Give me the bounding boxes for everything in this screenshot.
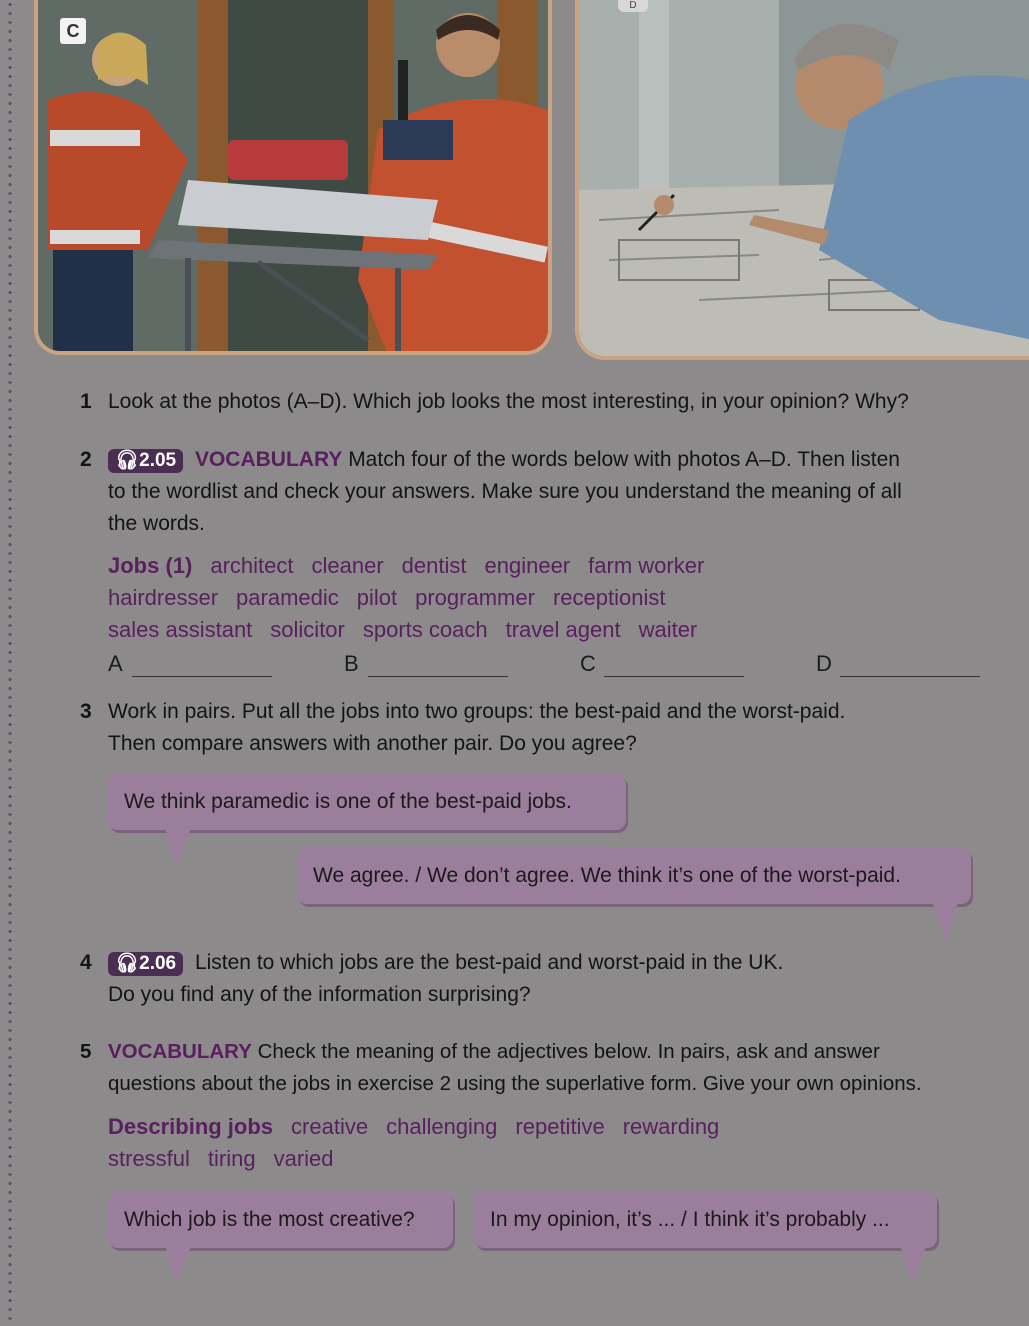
blank-letter: B <box>344 651 359 676</box>
job-word: solicitor <box>270 617 345 642</box>
exercise-3-line-2: Then compare answers with another pair. Do you agree? <box>108 732 637 755</box>
speech-bubble-3 <box>108 1192 453 1248</box>
speech-bubble-1-tail <box>165 828 191 866</box>
job-word: travel agent <box>505 617 621 642</box>
page-edge-dots <box>0 0 14 1326</box>
exercise-2 <box>80 444 1010 540</box>
vocabulary-label: VOCABULARY <box>194 448 343 471</box>
photo-d-architect <box>575 0 1029 360</box>
describing-jobs-word-list <box>108 1111 828 1175</box>
blank-letter: C <box>580 651 596 676</box>
blank-line <box>840 676 980 677</box>
exercise-2-number: 2 <box>80 448 92 471</box>
speech-bubble-text: Which job is the most creative? <box>124 1208 415 1231</box>
audio-track-badge[interactable] <box>108 952 183 976</box>
speech-bubble-text: In my opinion, it’s ... / I think it’s probably ... <box>490 1208 890 1231</box>
speech-bubble-4 <box>474 1192 937 1248</box>
exercise-5-number: 5 <box>80 1040 92 1063</box>
speech-bubble-2 <box>297 848 971 904</box>
job-word: sports coach <box>362 617 488 642</box>
blank-line <box>368 676 508 677</box>
exercise-5-line-2: questions about the jobs in exercise 2 using the superlative form. Give your own opinions. <box>108 1072 922 1095</box>
job-word: cleaner <box>311 553 384 578</box>
job-word: hairdresser <box>108 585 219 610</box>
paramedics-illustration <box>38 0 552 355</box>
job-word: dentist <box>401 553 467 578</box>
speech-bubble-text: We think paramedic is one of the best-paid jobs. <box>124 790 572 813</box>
job-word: paramedic <box>236 585 339 610</box>
exercise-4-line-1: Listen to which jobs are the best-paid and worst-paid in the UK. <box>194 951 784 974</box>
headphones-icon: 🎧︎ <box>115 450 140 471</box>
blank-letter: D <box>816 651 832 676</box>
exercise-5 <box>80 1036 1025 1100</box>
audio-track-number: 2.06 <box>139 953 177 974</box>
adjective-word: challenging <box>386 1114 498 1139</box>
exercise-1-number: 1 <box>80 390 92 413</box>
photo-c-paramedics <box>34 0 552 355</box>
exercise-5-line-1: Check the meaning of the adjectives below. In pairs, ask and answer <box>257 1040 880 1063</box>
job-word: pilot <box>356 585 398 610</box>
jobs-word-list <box>108 550 828 646</box>
job-word: farm worker <box>588 553 705 578</box>
photo-c-label: C <box>60 18 86 44</box>
exercise-2-line-3: the words. <box>108 512 205 535</box>
job-word: architect <box>210 553 294 578</box>
speech-bubble-2-tail <box>932 902 958 942</box>
adjective-word: tiring <box>207 1146 256 1171</box>
blank-b[interactable] <box>344 651 359 677</box>
job-word: programmer <box>415 585 535 610</box>
jobs-heading: Jobs (1) <box>108 553 193 578</box>
adjective-word: stressful <box>108 1146 190 1171</box>
speech-bubble-3-tail <box>165 1246 191 1284</box>
exercise-3-number: 3 <box>80 700 92 723</box>
speech-bubble-1 <box>108 774 626 830</box>
answer-blanks <box>108 651 988 681</box>
exercise-2-line-1: Match four of the words below with photos A–D. Then listen <box>348 448 900 471</box>
exercise-1-text: Look at the photos (A–D). Which job looks the most interesting, in your opinion? Why? <box>108 390 909 413</box>
speech-bubble-4-tail <box>900 1246 926 1284</box>
exercise-2-line-2: to the wordlist and check your answers. Make sure you understand the meaning of all <box>108 480 902 503</box>
job-word: sales assistant <box>108 617 253 642</box>
blank-d[interactable] <box>816 651 832 677</box>
adjective-word: varied <box>273 1146 334 1171</box>
vocabulary-label: VOCABULARY <box>108 1040 252 1063</box>
audio-track-badge[interactable] <box>108 449 183 473</box>
adjective-word: rewarding <box>622 1114 720 1139</box>
exercise-4-number: 4 <box>80 951 92 974</box>
blank-letter: A <box>108 651 123 676</box>
adjective-word: creative <box>291 1114 369 1139</box>
blank-line <box>604 676 744 677</box>
job-word: receptionist <box>552 585 666 610</box>
speech-bubble-text: We agree. / We don’t agree. We think it’s one of the worst-paid. <box>313 864 901 887</box>
exercise-3-line-1: Work in pairs. Put all the jobs into two groups: the best-paid and the worst-paid. <box>108 700 846 723</box>
exercise-3 <box>80 696 1010 760</box>
headphones-icon: 🎧︎ <box>115 953 140 974</box>
exercise-4 <box>80 947 1010 1011</box>
exercise-4-line-2: Do you find any of the information surprising? <box>108 983 531 1006</box>
blank-a[interactable] <box>108 651 123 677</box>
job-word: engineer <box>484 553 571 578</box>
job-word: waiter <box>638 617 698 642</box>
exercise-1 <box>80 386 1010 418</box>
adjective-word: repetitive <box>515 1114 605 1139</box>
describing-jobs-heading: Describing jobs <box>108 1114 274 1139</box>
photo-d-label: D <box>618 0 648 12</box>
audio-track-number: 2.05 <box>139 450 177 471</box>
blank-line <box>132 676 272 677</box>
blank-c[interactable] <box>580 651 596 677</box>
architect-illustration <box>579 0 1029 360</box>
